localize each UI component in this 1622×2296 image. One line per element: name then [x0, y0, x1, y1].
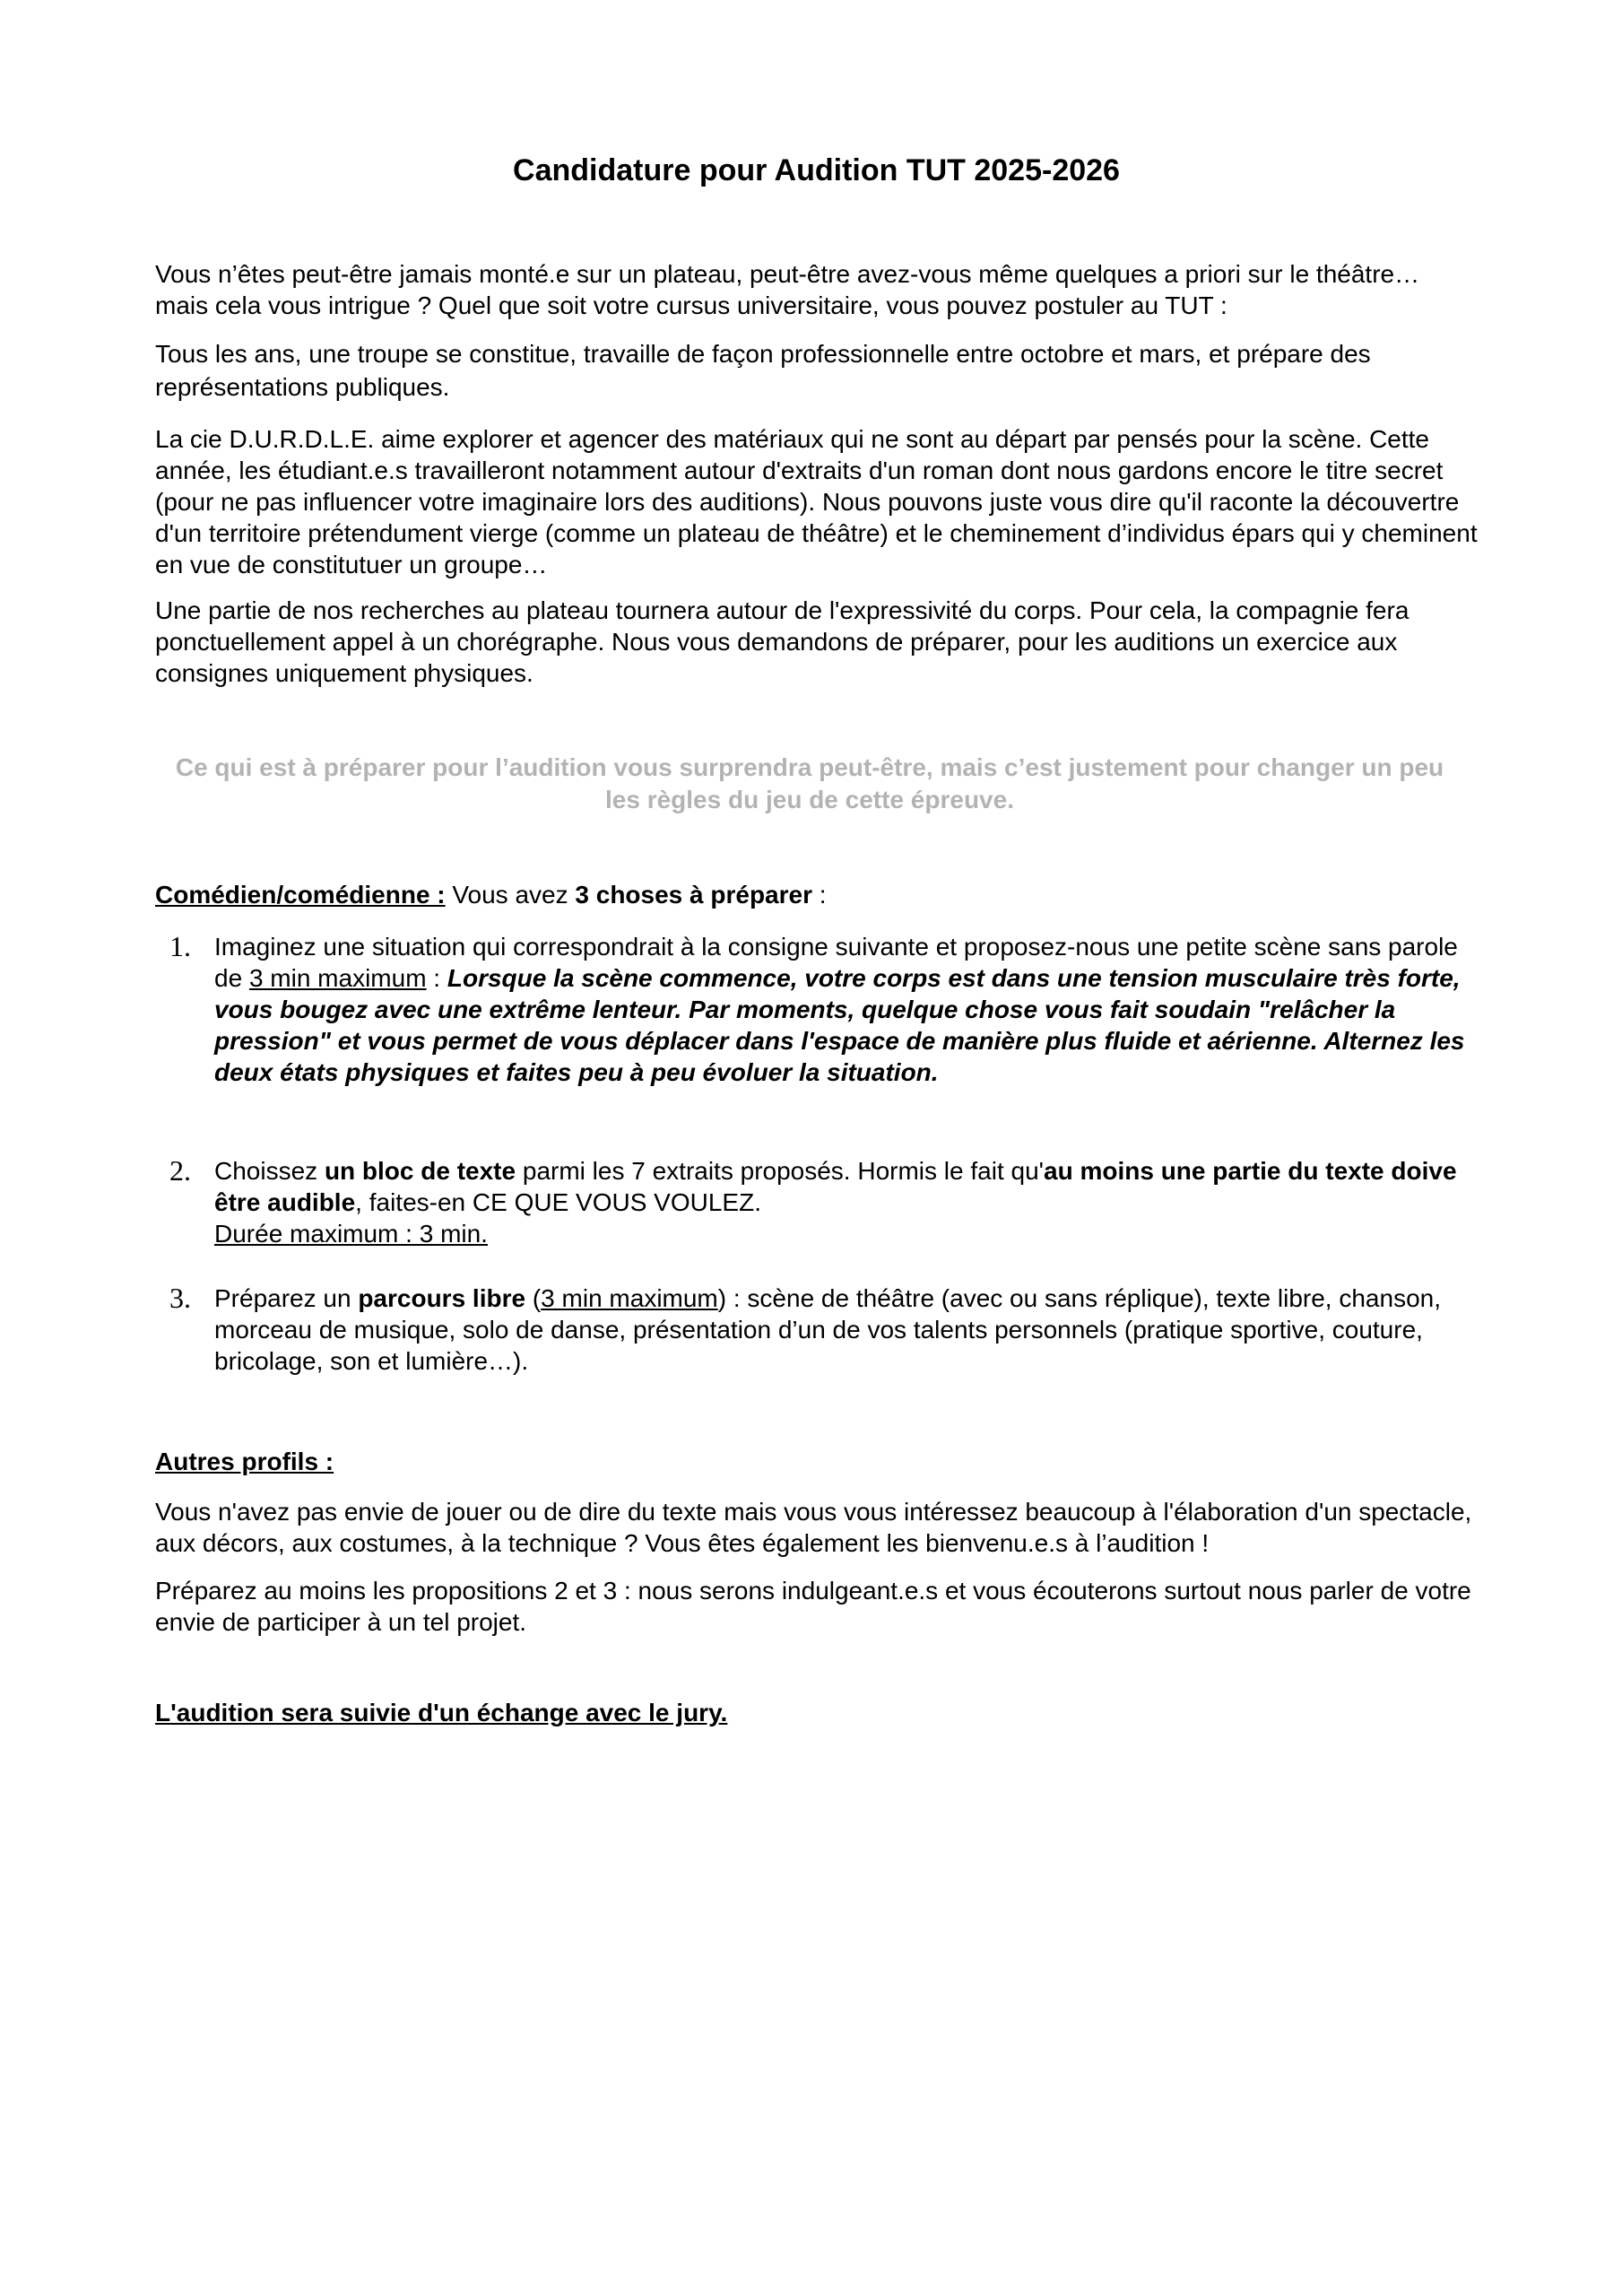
intro-paragraph-2: Tous les ans, une troupe se constitue, travaille de façon professionnelle entre octobre et mars, et prépare des représentations publiques.	[155, 340, 1371, 401]
duration-note: Durée maximum : 3 min.	[214, 1220, 488, 1248]
list-item-3: 3. Préparez un parcours libre (3 min maximum) : scène de théâtre (avec ou sans réplique), texte libre, chanson, morceau de musique, solo de danse, présentation d’un de vos talents personnels (pratique sportive, couture, bricolage, son et lumière…).	[214, 1283, 1479, 1377]
duration-note: 3 min maximum	[541, 1284, 718, 1312]
closing-statement: L'audition sera suivie d'un échange avec le jury.	[155, 1699, 728, 1726]
intro-paragraph-1: Vous n’êtes peut-être jamais monté.e sur un plateau, peut-être avez-vous même quelques a priori sur le théâtre… mais cela vous intrigue ? Quel que soit votre cursus universitaire, vous pouvez postuler au TUT :	[155, 260, 1420, 319]
list-number-3: 3.	[169, 1282, 191, 1314]
document-title: Candidature pour Audition TUT 2025-2026	[513, 153, 1120, 187]
autres-profils-paragraph-2: Préparez au moins les propositions 2 et 3 : nous serons indulgeant.e.s et vous écouterons surtout nous parler de votre envie de participer à un tel projet.	[155, 1577, 1471, 1636]
grey-note: Ce qui est à préparer pour l’audition vous surprendra peut-être, mais c’est justement pour changer un peu les règles du jeu de cette épreuve.	[175, 753, 1444, 813]
list-number-1: 1.	[169, 930, 191, 962]
comedien-lead-end: :	[811, 881, 827, 909]
list-item-1: 1. Imaginez une situation qui correspondrait à la consigne suivante et proposez-nous une petite scène sans parole de 3 min maximum : Lorsque la scène commence, votre corps est dans une tension musculaire très forte, vous bougez avec une extrême lenteur. Par moments, quelque chose vous fait soudain "relâcher la pression" et vous permet de vous déplacer dans l'espace de manière plus fluide et aérienne. Alternez les deux états physiques et faites peu à peu évoluer la situation.	[214, 931, 1479, 1088]
intro-paragraph-4: Une partie de nos recherches au plateau tournera autour de l'expressivité du corps. Pour cela, la compagnie fera ponctuellement appel à un chorégraphe. Nous vous demandons de préparer, pour les auditions un exercice aux consignes uniquement physiques.	[155, 596, 1409, 687]
list-item-2: 2. Choissez un bloc de texte parmi les 7 extraits proposés. Hormis le fait qu'au moins une partie du texte doive être audible, faites-en CE QUE VOUS VOULEZ. Durée maximum : 3 min.	[214, 1155, 1479, 1249]
comedien-heading: Comédien/comédienne :	[155, 881, 446, 909]
comedien-heading-line	[155, 879, 1478, 910]
autres-profils-paragraph-1: Vous n'avez pas envie de jouer ou de dire du texte mais vous vous intéressez beaucoup à l'élaboration d'un spectacle, aux décors, aux costumes, à la technique ? Vous êtes également les bienvenu.e.s à l’audition !	[155, 1498, 1472, 1557]
list-number-2: 2.	[169, 1154, 191, 1187]
autres-profils-heading: Autres profils :	[155, 1448, 334, 1475]
exercise-instruction: Lorsque la scène commence, votre corps est dans une tension musculaire très forte, vous bougez avec une extrême lenteur. Par moments, quelque chose vous fait soudain "relâcher la pression" et vous permet de vous déplacer dans l'espace de manière plus fluide et aérienne. Alternez les deux états physiques et faites peu à peu évoluer la situation.	[214, 964, 1465, 1086]
comedien-lead-plain: Vous avez	[445, 881, 576, 909]
intro-paragraph-3: La cie D.U.R.D.L.E. aime explorer et agencer des matériaux qui ne sont au départ par pensés pour la scène. Cette année, les étudiant.e.s travailleront notamment autour d'extraits d'un roman dont nous gardons encore le titre secret (pour ne pas influencer votre imaginaire lors des auditions). Nous pouvons juste vous dire qu'il raconte la découvertre d'un territoire prétendument vierge (comme un plateau de théâtre) et le cheminement d’individus épars qui y cheminent en vue de constitutuer un groupe…	[155, 425, 1478, 578]
duration-note: 3 min maximum	[248, 964, 427, 992]
comedien-lead-bold: 3 choses à préparer	[575, 881, 812, 909]
